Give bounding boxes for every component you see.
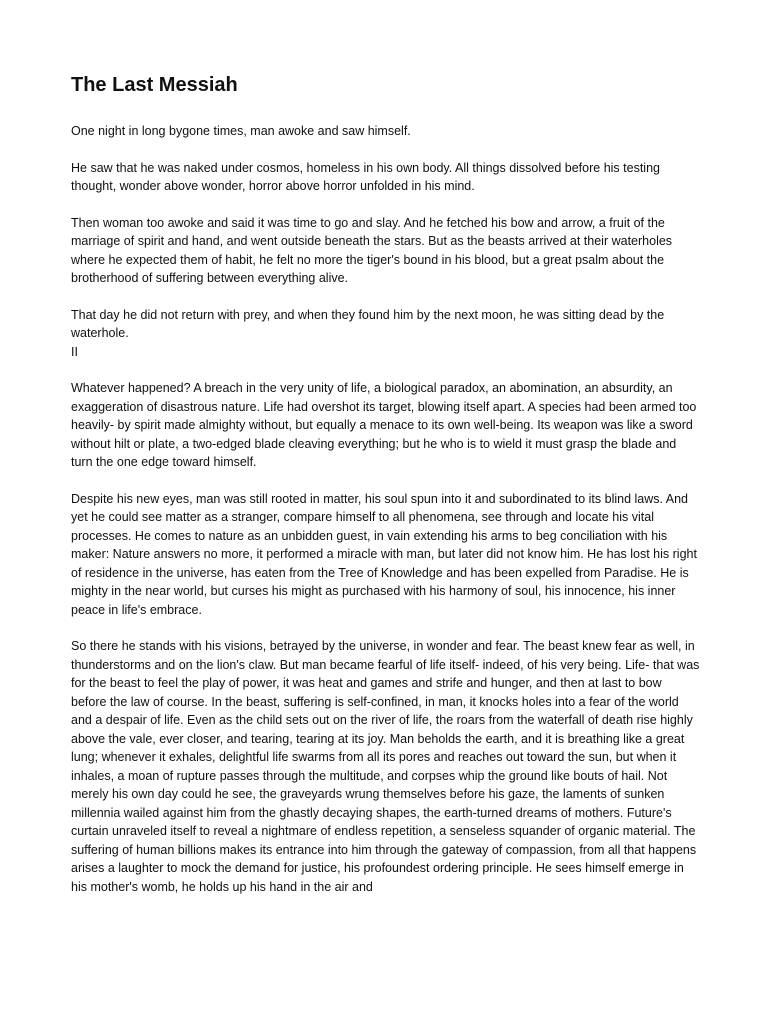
paragraph-3: Then woman too awoke and said it was time to go and slay. And he fetched his bow and arrow, a fruit of the marriage of spirit and hand, and went outside beneath the stars. But as the beasts arrived at their waterholes where he expected them of habit, he felt no more the tiger's bound in his blood, but a great psalm about the brotherhood of suffering between everything alive.: [71, 215, 673, 285]
paragraph-6: Despite his new eyes, man was still rooted in matter, his soul spun into it and subordinated to its blind laws. And yet he could see matter as a stranger, compare himself to all phenomena, see through and locate his vital processes. He comes to nature as an unbidden guest, in vain extending his arms to beg conciliation with his maker: Nature answers no more, it performed a miracle with man, but later did not know him. He has lost his right of residence in the universe, has eaten from the Tree of Knowledge and has been expelled from Paradise. He is mighty in the near world, but curses his might as purchased with his harmony of soul, his innocence, his inner peace in life's embrace.: [71, 491, 697, 617]
paragraph-7: So there he stands with his visions, betrayed by the universe, in wonder and fear. The beast knew fear as well, in thunderstorms and on the lion's claw. But man became fearful of life itself- indeed, of his very being. Life- that was for the beast to feel the play of power, it was heat and games and strife and hunger, and then at last to bow before the law of course. In the beast, suffering is self-confined, in man, it knocks holes into a fear of the world and a despair of life. Even as the child sets out on the river of life, the roars from the waterfall of death rise highly above the vale, ever closer, and tearing, tearing at its joy. Man beholds the earth, and it is breathing like a great lung; whenever it exhales, delightful life swarms from all its pores and reaches out toward the sun, but when it inhales, a moan of rupture passes through the multitude, and corpses whip the ground like bouts of hail. Not merely his own day could he see, the graveyards wrung themselves before his gaze, the laments of sunken millennia wailed against him from the ghastly decaying shapes, the earth-turned dreams of mothers. Future's curtain unraveled itself to reveal a nightmare of endless repetition, a senseless squander of organic material. The suffering of human billions makes its entrance into him through the gateway of compassion, from all that happens arises a laughter to mock the demand for justice, his profoundest ordering principle. He sees himself emerge in his mother's womb, he holds up his hand in the air and: [71, 639, 700, 894]
paragraph-1: One night in long bygone times, man awoke and saw himself.: [71, 124, 411, 138]
paragraph-5: Whatever happened? A breach in the very unity of life, a biological paradox, an abomination, an absurdity, an exaggeration of disastrous nature. Life had overshot its target, blowing itself apart. A species had been armed too heavily- by spirit made almighty without, but equally a menace to its own well-being. Its weapon was like a sword without hilt or plate, a two-edged blade cleaving everything; but he who is to wield it must grasp the blade and turn the one edge toward himself.: [71, 381, 697, 469]
document-title: The Last Messiah: [71, 74, 238, 96]
paragraph-4-group: [71, 306, 700, 362]
paragraph-4: That day he did not return with prey, and when they found him by the next moon, he was sitting dead by the waterhole.: [71, 307, 665, 340]
paragraph-2: He saw that he was naked under cosmos, homeless in his own body. All things dissolved before his testing thought, wonder above wonder, horror above horror unfolded in his mind.: [71, 160, 660, 193]
section-marker: II: [71, 344, 78, 359]
